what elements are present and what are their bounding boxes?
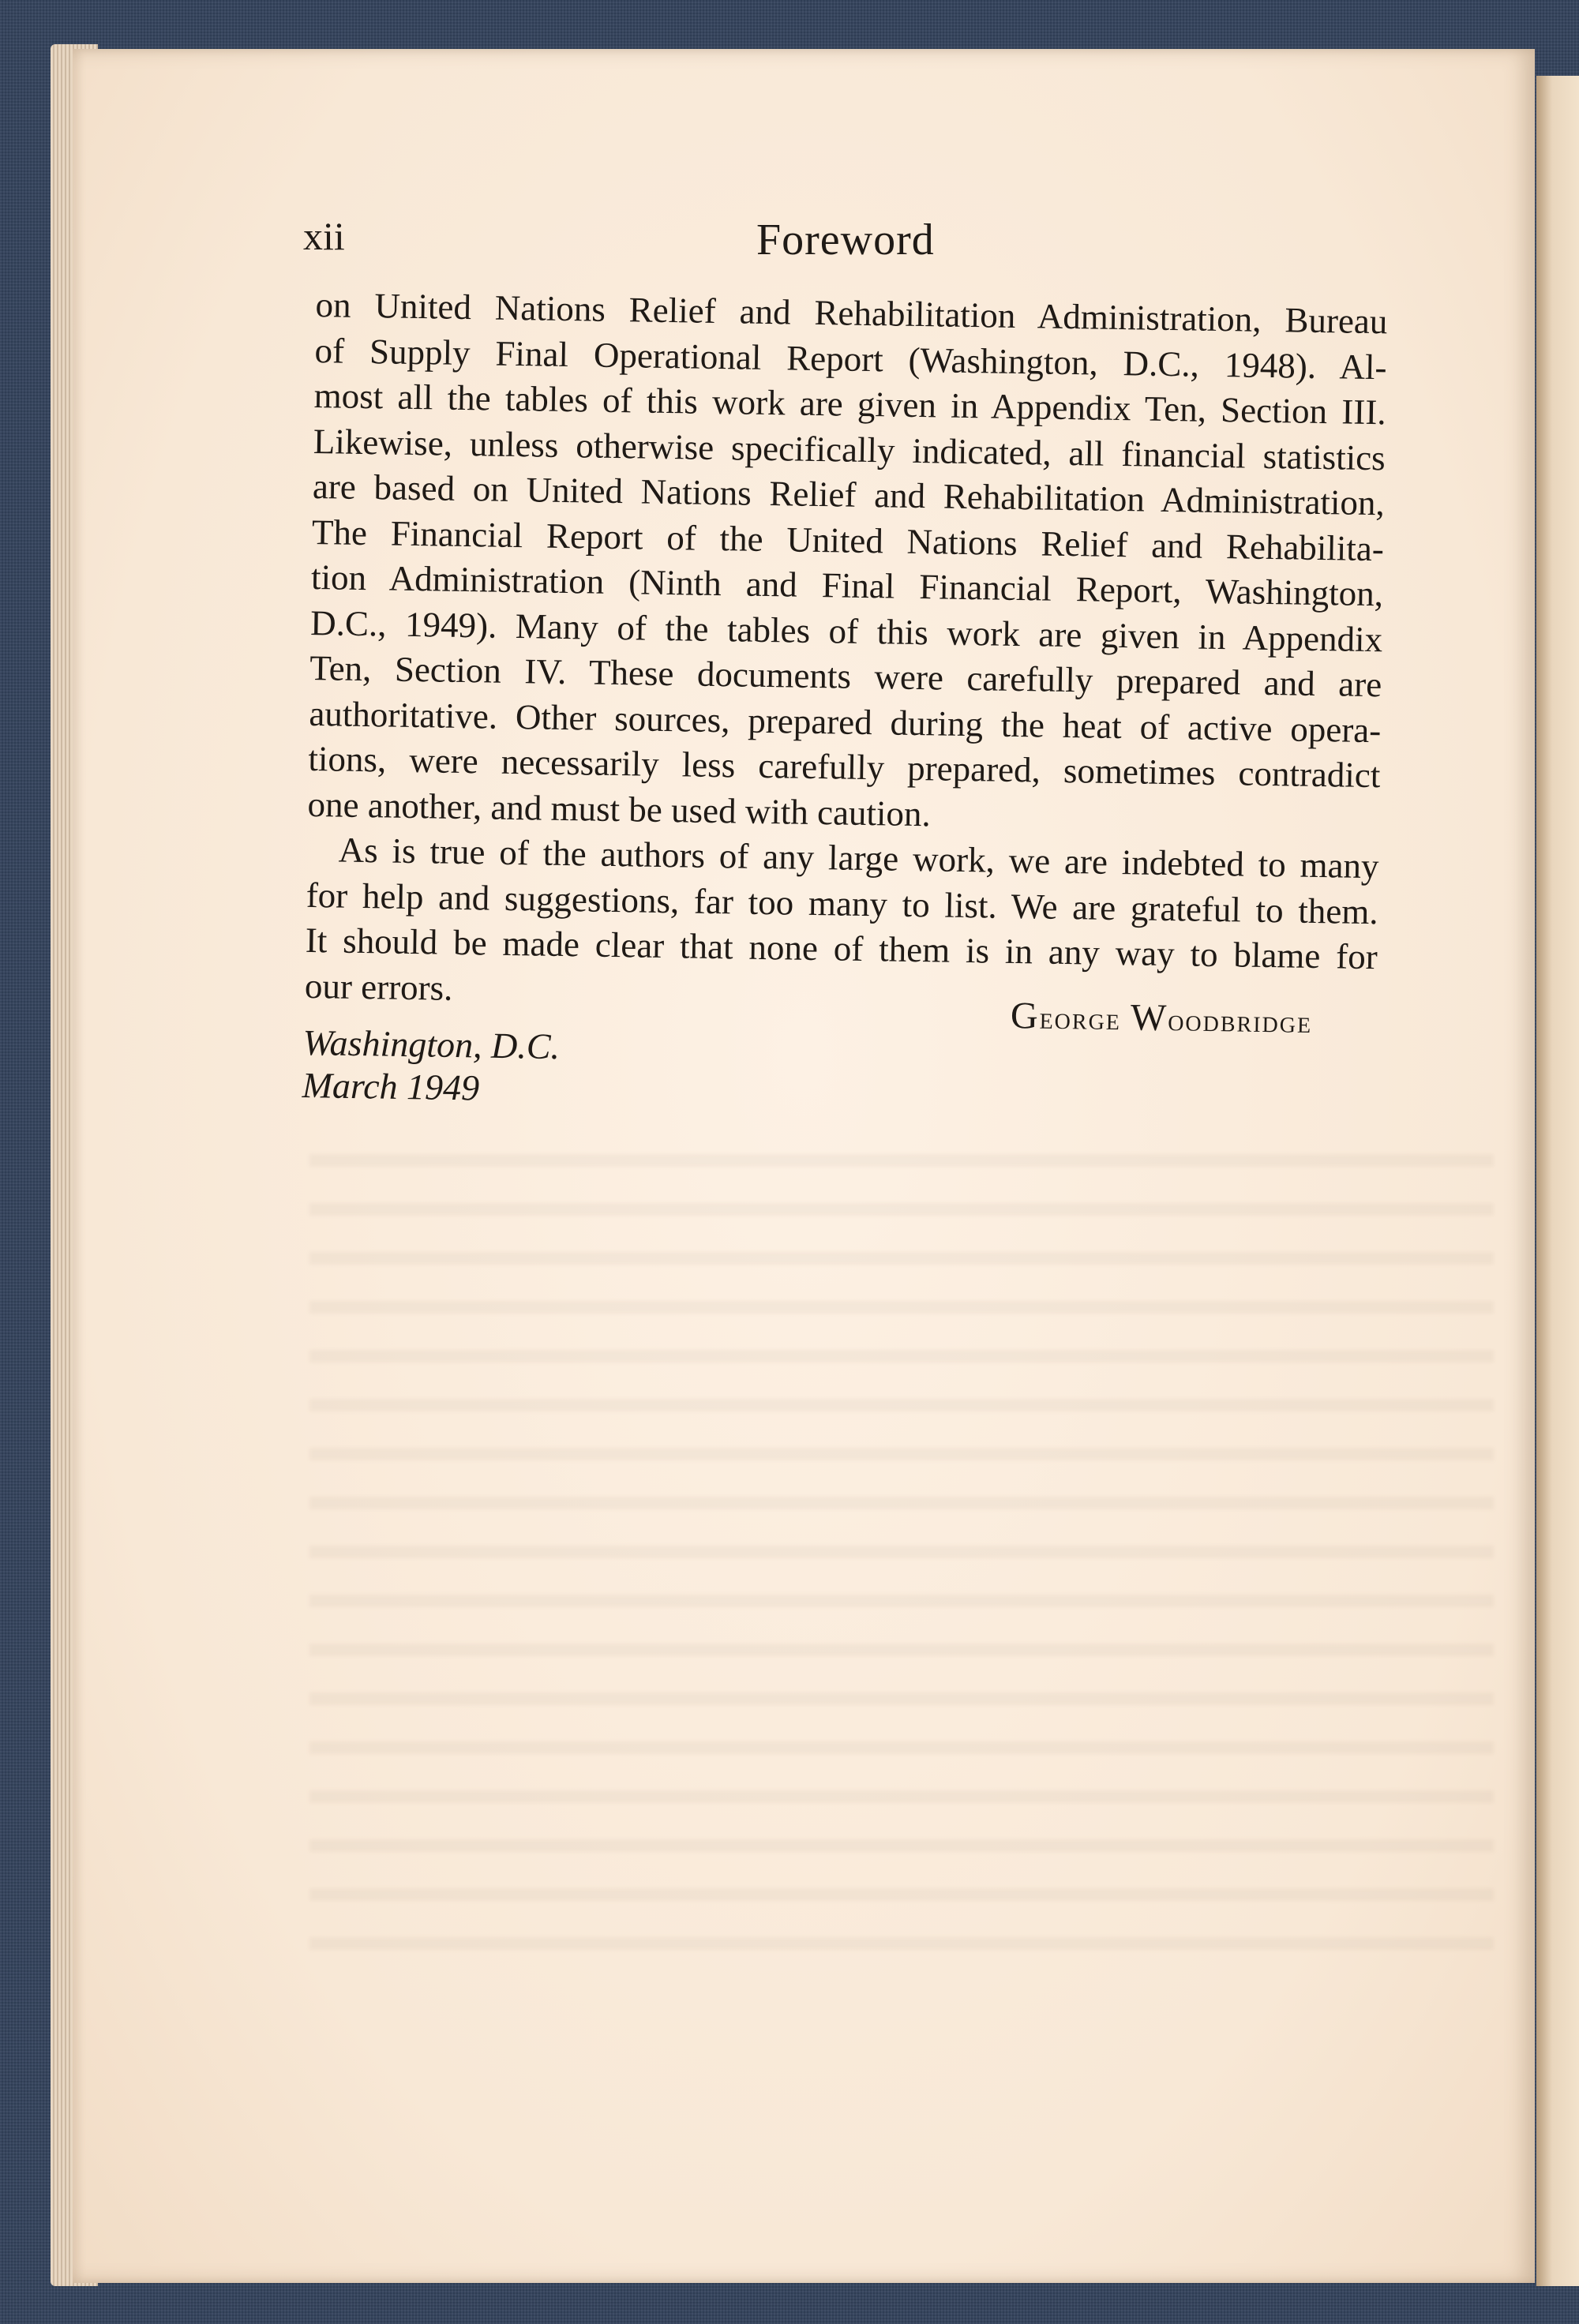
text-line: for help and suggestions, far too many to list. We are grateful to them. [306,875,1379,931]
text-line: are based on United Nations Relief and Rehabilitation Administration, [312,466,1386,523]
page-number: xii [303,214,345,258]
text-line: tion Administration (Ninth and Final Financial Report, Washington, [310,557,1384,614]
author-signature: George Woodbridge [1010,995,1313,1040]
foreword-body [305,283,1388,1025]
text-line: tions, were necessarily less carefully prepared, sometimes contradict [308,738,1381,796]
text-line: The Financial Report of the United Nations Relief and Rehabilita- [311,512,1385,568]
paragraph-2 [305,827,1379,1025]
text-line: of Supply Final Operational Report (Washington, D.C., 1948). Al- [314,330,1387,387]
facing-page-edge [1536,76,1579,2286]
text-line: Ten, Section IV. These documents were carefully prepared and are [309,647,1382,705]
text-line: D.C., 1949). Many of the tables of this work are given in Appendix [309,602,1383,659]
text-line: most all the tables of this work are given in Appendix Ten, Section III. [313,375,1386,433]
text-line: Likewise, unless otherwise specifically indicated, all financial statistics [313,421,1386,478]
text-line: one another, and must be used with caution. [307,784,932,834]
dateline [302,1021,560,1111]
paragraph-1 [307,283,1388,844]
text-line: on United Nations Relief and Rehabilitation Administration, Bureau [315,284,1388,342]
text-line: authoritative. Other sources, prepared during the heat of active opera- [309,693,1382,750]
text-line: As is true of the authors of any large work, we are indebted to many [338,830,1379,886]
dateline-place: Washington, D.C. [302,1021,561,1067]
show-through-texture [309,1154,1494,1983]
text-line: It should be made clear that none of them is in any way to blame for [305,920,1378,977]
text-line: our errors. [304,965,453,1008]
dateline-date: March 1949 [302,1064,480,1108]
running-head: Foreword [756,216,935,264]
